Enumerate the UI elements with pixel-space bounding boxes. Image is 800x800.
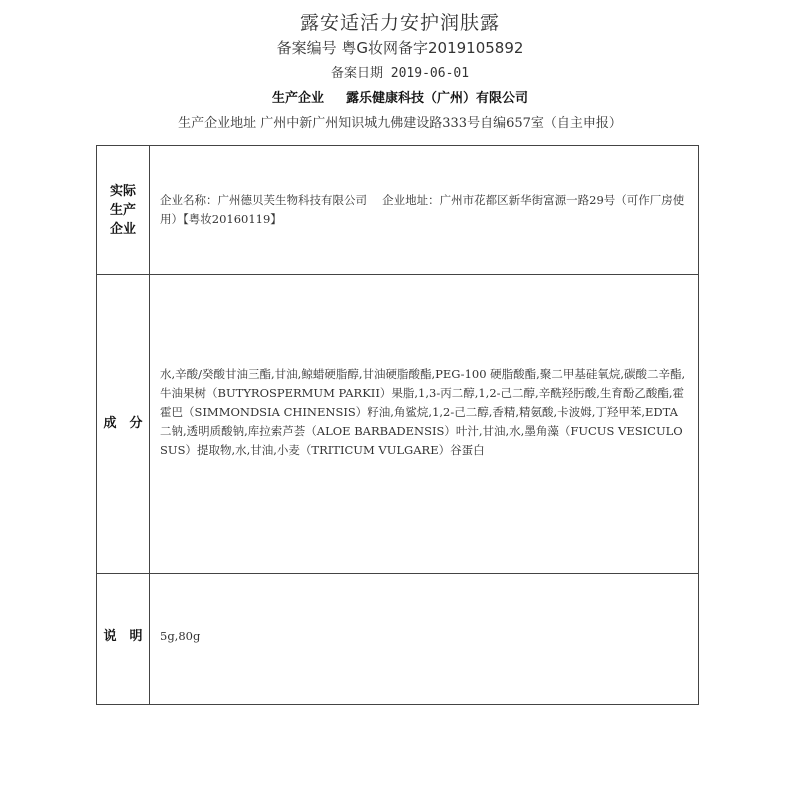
row-divider bbox=[97, 573, 698, 574]
label-line: 实际 bbox=[109, 184, 136, 199]
label-description bbox=[97, 627, 149, 646]
ingredients-list: 水,辛酸/癸酸甘油三酯,甘油,鲸蜡硬脂醇,甘油硬脂酸酯,PEG-100 硬脂酸酯,聚二甲基硅氧烷,碳酸二辛酯,牛油果树（BUTYROSPERMUM PARKII）果脂,1,3-丙二醇,1,2-己二醇,辛酰羟肟酸,生育酚乙酸酯,霍霍巴（SIMMONDSIA CHINENSIS）籽油,角鲨烷,1,2-己二醇,香精,精氨酸,卡波姆,丁羟甲苯,EDTA 二钠,透明质酸钠,库拉索芦荟（ALOE BARBADENSIS）叶汁,甘油,水,墨角藻（FUCUS VESICULOSUS）提取物,水,甘油,小麦（TRITICUM VULGARE）谷蛋白 bbox=[160, 367, 686, 457]
row-divider bbox=[97, 274, 698, 275]
label-line: 企业 bbox=[109, 222, 136, 237]
actual-manufacturer-info: 企业名称：广州德贝芙生物科技有限公司 企业地址：广州市花都区新华街富源一路29号（可作厂房使用）【粤妆20160119】 bbox=[160, 193, 685, 226]
producer-label: 生产企业 bbox=[271, 91, 324, 106]
filing-number-line bbox=[0, 37, 800, 58]
producer-line bbox=[0, 87, 800, 106]
filing-number: 粤G妆网备字2019105892 bbox=[341, 39, 524, 57]
column-divider bbox=[149, 146, 150, 704]
filing-label: 备案编号 bbox=[276, 39, 337, 57]
address-label: 生产企业地址 bbox=[178, 116, 257, 131]
producer-address-line bbox=[0, 112, 800, 131]
info-table bbox=[96, 145, 699, 705]
product-title: 露安适活力安护润肤露 bbox=[299, 12, 500, 34]
label-line: 成 分 bbox=[103, 416, 143, 431]
description-value: 5g,80g bbox=[160, 629, 201, 643]
producer-name: 露乐健康科技（广州）有限公司 bbox=[346, 91, 529, 106]
label-ingredients bbox=[97, 414, 149, 433]
filing-date-line bbox=[0, 62, 800, 81]
label-line: 生产 bbox=[109, 203, 136, 218]
label-actual-manufacturer bbox=[97, 182, 149, 239]
address-value: 广州中新广州知识城九佛建设路333号自编657室（自主申报） bbox=[260, 116, 622, 131]
date-label: 备案日期 bbox=[330, 66, 383, 81]
label-line: 说 明 bbox=[103, 629, 143, 644]
date-value: 2019-06-01 bbox=[390, 66, 470, 81]
